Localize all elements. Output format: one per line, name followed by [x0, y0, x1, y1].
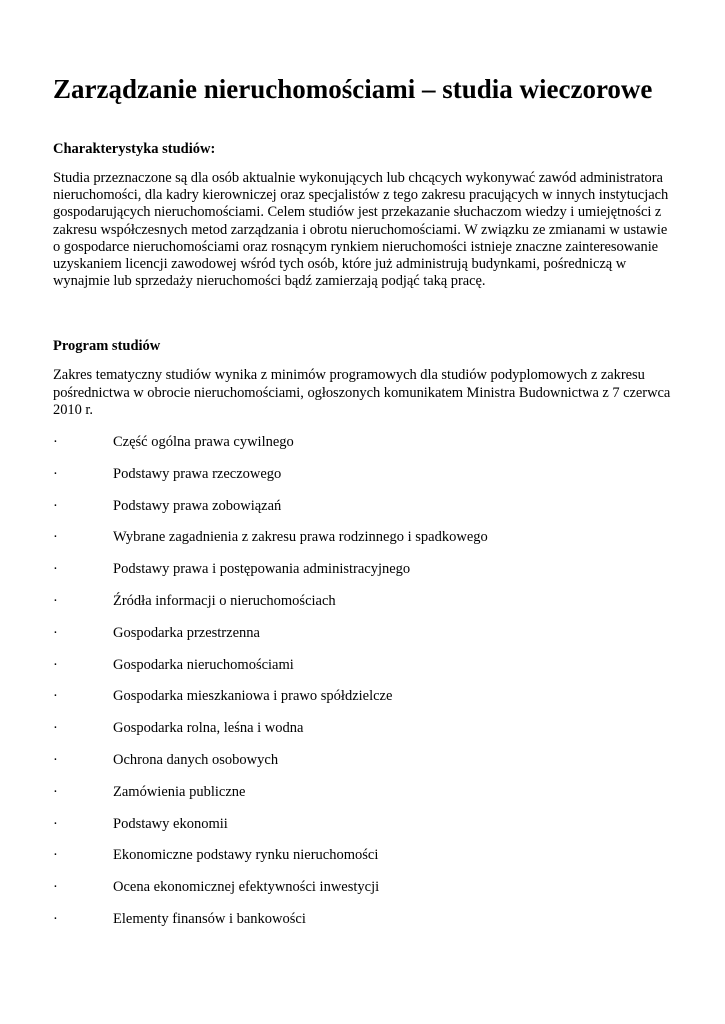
list-item: [53, 720, 675, 737]
list-item: [53, 847, 675, 864]
bullet-marker: ·: [53, 752, 58, 768]
list-item-text: Gospodarka nieruchomościami: [113, 656, 294, 673]
characteristics-paragraph: Studia przeznaczone są dla osób aktualnie wykonujących lub chcących wykonywać zawód administratora nieruchomości, dla kadry kierowniczej oraz specjalistów z tego zakresu pracujących w innych instytucjach gospodarujących nieruchomościami. Celem studiów jest przekazanie słuchaczom wiedzy i umiejętności z zakresu współczesnych metod zarządzania i obrotu nieruchomościami. W związku ze zmianami w ustawie o gospodarce nieruchomościami oraz rosnącym rynkiem nieruchomości istnieje znaczne zainteresowanie uzyskaniem licencji zawodowej wśród tych osób, które już administrują budynkami, pośredniczą w wynajmie lub sprzedaży nieruchomości bądź zamierzają podjąć taką pracę.: [53, 170, 669, 290]
bullet-marker: ·: [53, 910, 58, 927]
document-title: Zarządzanie nieruchomościami – studia wieczorowe: [53, 74, 653, 104]
list-item-text: Gospodarka przestrzenna: [113, 624, 260, 641]
list-item-text: Podstawy prawa rzeczowego: [113, 465, 282, 482]
list-item-text: Podstawy prawa i postępowania administracyjnego: [113, 561, 411, 578]
list-item-text: Zamówienia publiczne: [113, 783, 246, 800]
list-item: [53, 498, 675, 515]
bullet-marker: ·: [53, 529, 58, 546]
list-item: [53, 879, 675, 896]
bullet-marker: ·: [53, 561, 58, 578]
list-item: [53, 816, 675, 833]
bullet-marker: ·: [53, 879, 58, 896]
list-item: [53, 529, 675, 546]
bullet-marker: ·: [53, 624, 58, 641]
bullet-marker: ·: [53, 434, 58, 451]
list-item-text: Ochrona danych osobowych: [113, 752, 279, 768]
list-item-text: Podstawy prawa zobowiązań: [113, 497, 282, 514]
list-item: [53, 625, 675, 642]
bullet-marker: ·: [53, 497, 58, 514]
section-heading-characteristics: Charakterystyka studiów:: [53, 141, 216, 157]
list-item-text: Podstawy ekonomii: [113, 815, 228, 832]
list-item-text: Źródła informacji o nieruchomościach: [113, 593, 336, 610]
list-item: [53, 466, 675, 483]
bullet-marker: ·: [53, 720, 58, 737]
list-item: [53, 688, 675, 705]
list-item: [53, 752, 675, 769]
bullet-marker: ·: [53, 783, 58, 800]
list-item-text: Część ogólna prawa cywilnego: [113, 434, 294, 451]
list-item-text: Wybrane zagadnienia z zakresu prawa rodzinnego i spadkowego: [113, 529, 488, 546]
list-item-text: Gospodarka mieszkaniowa i prawo spółdzielcze: [113, 688, 393, 705]
program-list: [53, 434, 675, 928]
list-item: [53, 911, 675, 928]
section-heading-program: Program studiów: [53, 338, 161, 355]
document-page: [53, 72, 675, 943]
bullet-marker: ·: [53, 847, 58, 864]
bullet-marker: ·: [53, 465, 58, 482]
list-item: [53, 561, 675, 578]
list-item-text: Elementy finansów i bankowości: [113, 910, 306, 927]
program-paragraph: Zakres tematyczny studiów wynika z minimów programowych dla studiów podyplomowych z zakresu pośrednictwa w obrocie nieruchomościami, ogłoszonych komunikatem Ministra Budownictwa z 7 czerwca 2010 r.: [53, 367, 671, 418]
bullet-marker: ·: [53, 593, 58, 610]
bullet-marker: ·: [53, 656, 58, 673]
bullet-marker: ·: [53, 815, 58, 832]
list-item-text: Ocena ekonomicznej efektywności inwestycji: [113, 879, 380, 896]
list-item: [53, 784, 675, 801]
list-item: [53, 434, 675, 451]
list-item: [53, 657, 675, 674]
bullet-marker: ·: [53, 688, 58, 705]
list-item-text: Gospodarka rolna, leśna i wodna: [113, 720, 304, 737]
list-item-text: Ekonomiczne podstawy rynku nieruchomości: [113, 847, 379, 864]
list-item: [53, 593, 675, 610]
